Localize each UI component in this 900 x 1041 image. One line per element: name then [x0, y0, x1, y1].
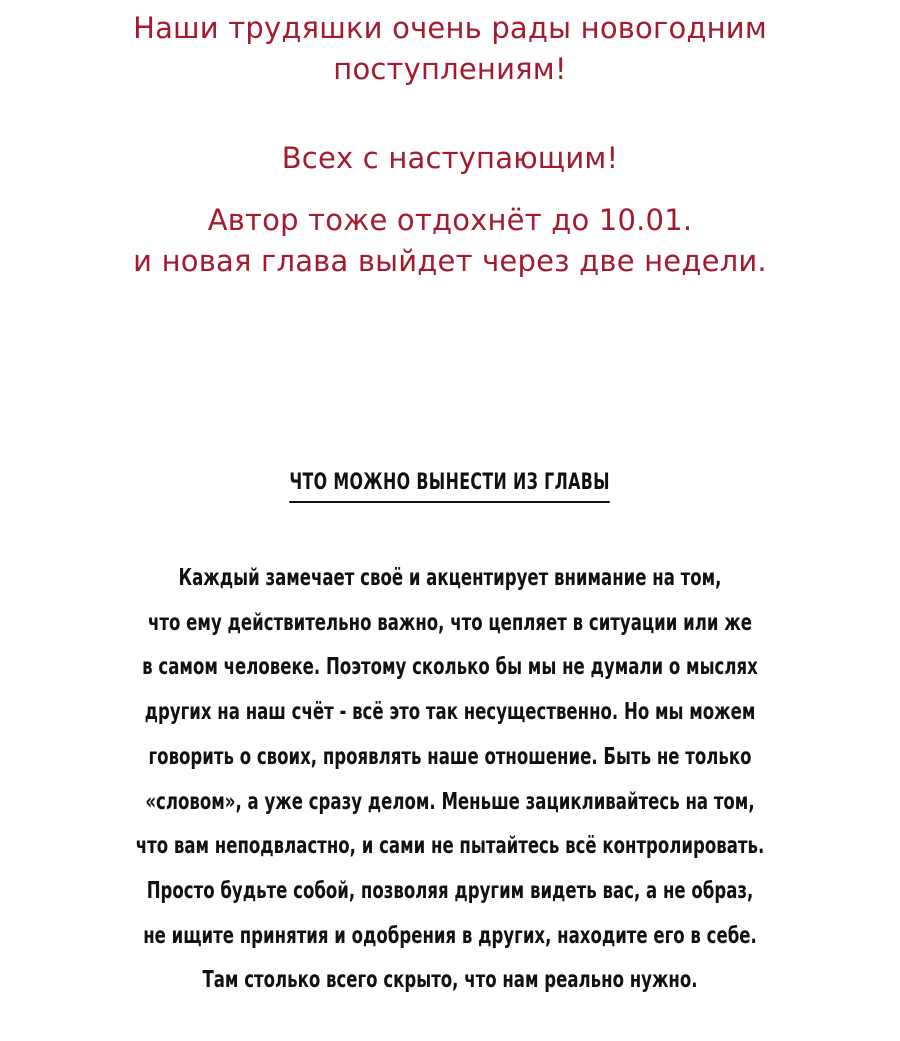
summary-body	[0, 556, 900, 1003]
announcement-paragraph-2	[0, 138, 900, 179]
summary-heading-wrapper	[0, 470, 900, 503]
summary-line: Каждый замечает своё и акцентирует внимание на том,	[178, 565, 722, 591]
announcement-line: Всех с наступающим!	[281, 141, 619, 175]
summary-line: других на наш счёт - всё это так несущественно. Но мы можем	[144, 699, 756, 726]
announcement-paragraph-3	[0, 200, 900, 282]
summary-line: что вам неподвластно, и сами не пытайтесь всё контролировать.	[135, 833, 765, 860]
announcement-paragraph-1	[0, 8, 900, 90]
summary-line: не ищите принятия и одобрения в других, находите его в себе.	[143, 922, 757, 949]
summary-heading: ЧТО МОЖНО ВЫНЕСТИ ИЗ ГЛАВЫ	[290, 470, 611, 503]
announcement-line: и новая глава выйдет через две недели.	[133, 244, 767, 278]
announcement-line: Наши трудяшки очень рады новогодним	[133, 11, 767, 45]
announcement-line: Автор тоже отдохнёт до 10.01.	[207, 203, 693, 237]
summary-line: «словом», а уже сразу делом. Меньше зацикливайтесь на том,	[145, 788, 755, 815]
summary-line: говорить о своих, проявлять наше отношение. Быть не только	[148, 743, 752, 770]
summary-line: что ему действительно важно, что цепляет в ситуации или же	[148, 609, 752, 636]
summary-line: Там столько всего скрыто, что нам реально нужно.	[202, 967, 698, 994]
summary-line: Просто будьте собой, позволяя другим видеть вас, а не образ,	[146, 877, 754, 904]
announcement-line: поступлениям!	[333, 52, 567, 86]
summary-line: в самом человеке. Поэтому сколько бы мы не думали о мыслях	[142, 654, 758, 681]
